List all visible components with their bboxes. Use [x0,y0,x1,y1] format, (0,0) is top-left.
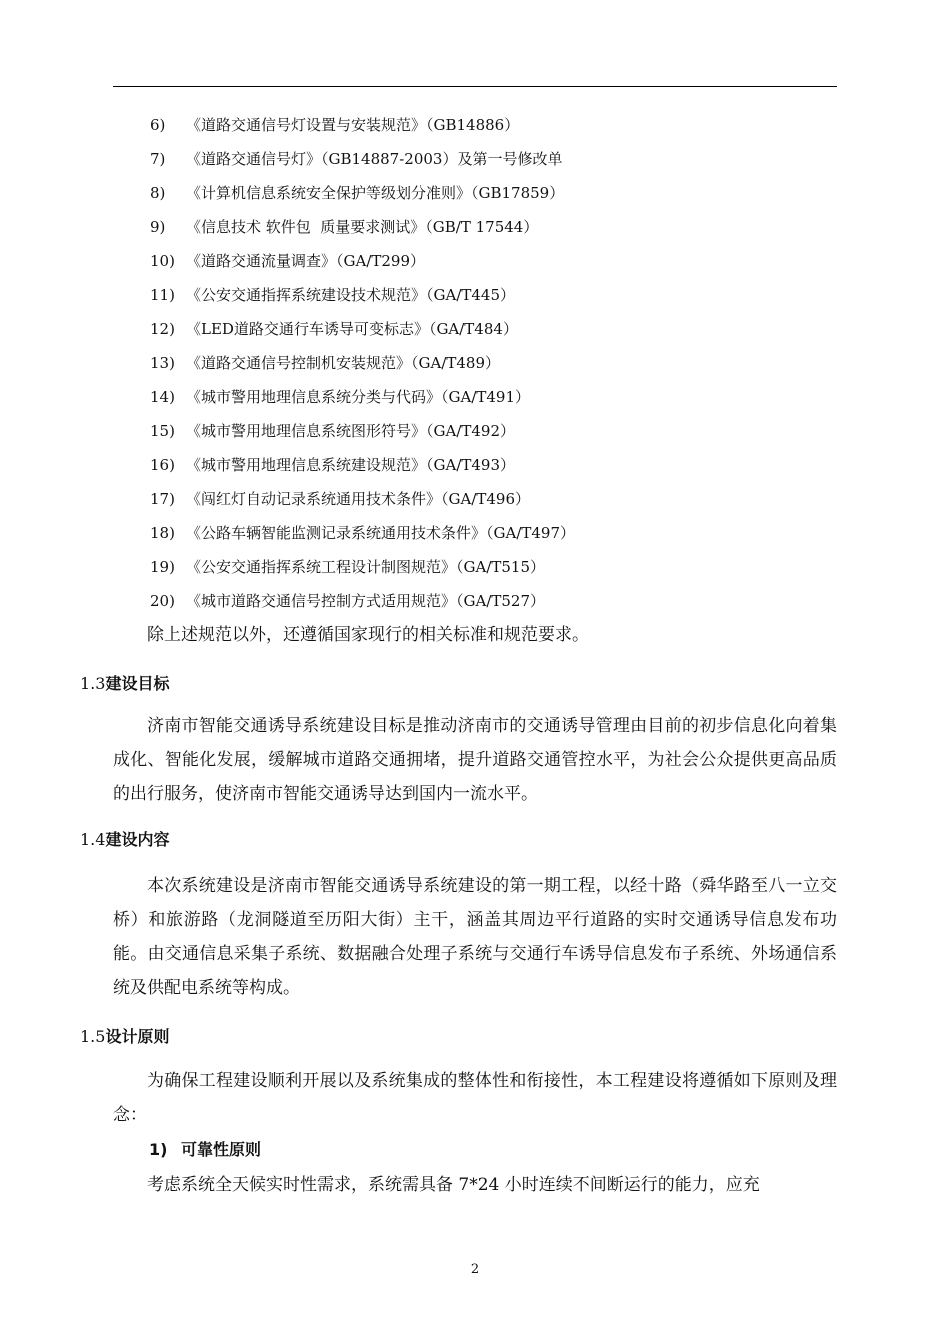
reference-item [150,148,840,182]
reference-item [150,284,840,318]
section-heading-1-5 [80,1024,169,1050]
reference-item [150,114,840,148]
section-heading-1-4 [80,827,169,853]
reference-number: 9) [150,218,166,236]
closing-note: 除上述规范以外，还遵循国家现行的相关标准和规范要求。 [147,625,589,645]
section-number: 1.5 [80,1027,106,1046]
reference-text: 《公安交通指挥系统工程设计制图规范》（GA/T515） [186,558,546,576]
section-title: 设计原则 [105,1027,170,1046]
reference-item [150,454,840,488]
reference-number: 13) [150,354,175,372]
reference-text: 《城市道路交通信号控制方式适用规范》（GA/T527） [186,592,546,610]
reference-number: 16) [150,456,175,474]
reference-number: 6) [150,116,166,134]
reference-item [150,386,840,420]
section-heading-1-3 [80,671,169,697]
reference-text: 《道路交通流量调查》（GA/T299） [186,252,426,270]
principle-heading [149,1137,261,1163]
reference-text: 《城市警用地理信息系统建设规范》（GA/T493） [186,456,516,474]
principle-body: 考虑系统全天候实时性需求，系统需具备 7*24 小时连续不间断运行的能力，应充 [147,1175,760,1195]
header-rule [113,86,837,87]
principle-number: 1) [149,1140,168,1159]
reference-number: 19) [150,558,175,576]
reference-item [150,352,840,386]
reference-number: 18) [150,524,175,542]
reference-item [150,420,840,454]
section-body-1-4: 本次系统建设是济南市智能交通诱导系统建设的第一期工程，以经十路（舜华路至八一立交桥）和旅游路（龙洞隧道至历阳大街）主干，涵盖其周边平行道路的实时交通诱导信息发布功能。由交通信息采集子系统、数据融合处理子系统与交通行车诱导信息发布子系统、外场通信系统及供配电系统等构成。 [113,876,837,998]
reference-number: 11) [150,286,175,304]
reference-item [150,216,840,250]
reference-number: 8) [150,184,166,202]
section-body-1-5: 为确保工程建设顺利开展以及系统集成的整体性和衔接性，本工程建设将遵循如下原则及理念： [113,1071,837,1125]
section-body-1-3: 济南市智能交通诱导系统建设目标是推动济南市的交通诱导管理由目前的初步信息化向着集成化、智能化发展，缓解城市道路交通拥堵，提升道路交通管控水平，为社会公众提供更高品质的出行服务，使济南市智能交通诱导达到国内一流水平。 [113,716,837,804]
reference-item [150,250,840,284]
reference-number: 12) [150,320,175,338]
reference-item [150,318,840,352]
reference-text: 《公路车辆智能监测记录系统通用技术条件》（GA/T497） [186,524,576,542]
reference-number: 10) [150,252,175,270]
reference-text: 《道路交通信号灯设置与安装规范》（GB14886） [186,116,520,134]
reference-text: 《计算机信息系统安全保护等级划分准则》（GB17859） [186,184,565,202]
reference-number: 20) [150,592,175,610]
reference-text: 《闯红灯自动记录系统通用技术条件》（GA/T496） [186,490,531,508]
principle-title: 可靠性原则 [181,1140,262,1159]
reference-number: 14) [150,388,175,406]
reference-item [150,182,840,216]
reference-number: 7) [150,150,166,168]
reference-text: 《公安交通指挥系统建设技术规范》（GA/T445） [186,286,516,304]
section-title: 建设内容 [105,830,170,849]
reference-item [150,522,840,556]
reference-list [150,114,840,624]
section-number: 1.4 [80,830,106,849]
reference-number: 15) [150,422,175,440]
reference-text: 《信息技术 软件包 质量要求测试》（GB/T 17544） [186,218,539,236]
reference-text: 《道路交通信号灯》（GB14887-2003）及第一号修改单 [186,150,563,168]
reference-text: 《道路交通信号控制机安装规范》（GA/T489） [186,354,501,372]
page-number: 2 [470,1262,480,1277]
section-title: 建设目标 [105,674,170,693]
reference-number: 17) [150,490,175,508]
reference-item [150,488,840,522]
section-number: 1.3 [80,674,106,693]
reference-text: 《城市警用地理信息系统图形符号》（GA/T492） [186,422,516,440]
reference-text: 《城市警用地理信息系统分类与代码》（GA/T491） [186,388,531,406]
reference-text: 《LED道路交通行车诱导可变标志》（GA/T484） [186,320,518,338]
reference-item [150,556,840,590]
